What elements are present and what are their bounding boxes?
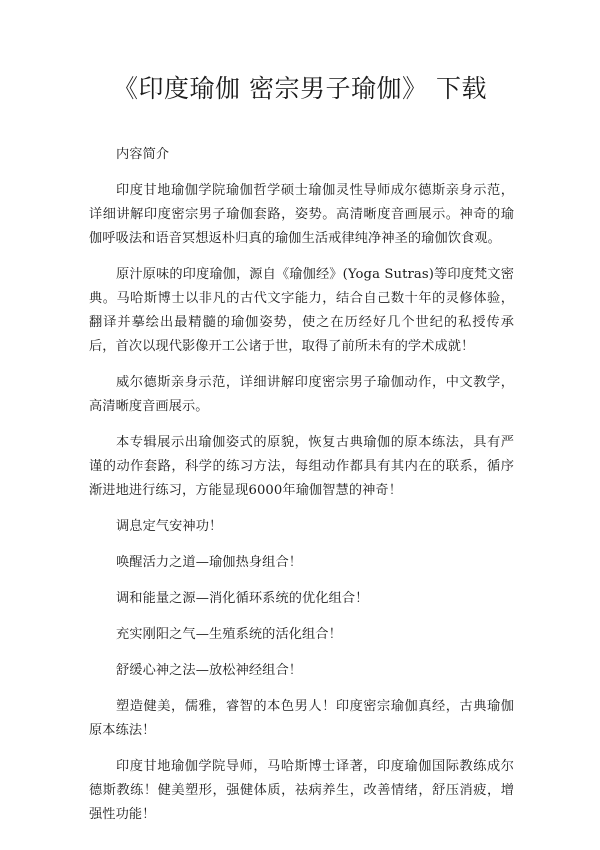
paragraph: 印度甘地瑜伽学院导师，马哈斯博士译著，印度瑜伽国际教练成尔德斯教练！健美塑形，强健体质，祛病养生，改善情绪，舒压消疲，增强性功能！ [89, 759, 514, 822]
paragraph: 塑造健美，儒雅，睿智的本色男人！印度密宗瑜伽真经，古典瑜伽原本练法！ [89, 699, 514, 738]
paragraph: 舒缓心神之法—放松神经组合！ [116, 663, 303, 678]
paragraph: 调和能量之源—消化循环系统的优化组合！ [116, 591, 369, 606]
paragraph: 威尔德斯亲身示范，详细讲解印度密宗男子瑜伽动作，中文教学，高清晰度音画展示。 [89, 375, 514, 414]
section-heading-intro: 内容简介 [116, 147, 170, 162]
paragraph: 原汁原味的印度瑜伽，源自《瑜伽经》(Yoga Sutras)等印度梵文密典。马哈斯博士以非凡的古代文字能力，结合自己数十年的灵修体验，翻译并摹绘出最精髓的瑜伽姿势，使之在历经好几个世纪的私授传承后，首次以现代影像开工公诸于世，取得了前所未有的学术成就！ [89, 267, 514, 354]
paragraph: 印度甘地瑜伽学院瑜伽哲学硕士瑜伽灵性导师成尔德斯亲身示范，详细讲解印度密宗男子瑜伽套路，姿势。高清晰度音画展示。神奇的瑜伽呼吸法和语音冥想返朴归真的瑜伽生活戒律纯净神圣的瑜伽饮食观。 [89, 183, 514, 246]
paragraph: 充实刚阳之气—生殖系统的活化组合！ [116, 627, 342, 642]
paragraph: 调息定气安神功！ [116, 519, 223, 534]
paragraph: 本专辑展示出瑜伽姿式的原貌，恢复古典瑜伽的原本练法，具有严谨的动作套路，科学的练习方法，每组动作都具有其内在的联系，循序渐进地进行练习，方能显现6000年瑜伽智慧的神奇！ [89, 435, 514, 498]
document-body [89, 143, 514, 827]
document-title: 《印度瑜伽 密宗男子瑜伽》 下载 [113, 74, 487, 103]
paragraph: 唤醒活力之道—瑜伽热身组合！ [116, 555, 303, 570]
